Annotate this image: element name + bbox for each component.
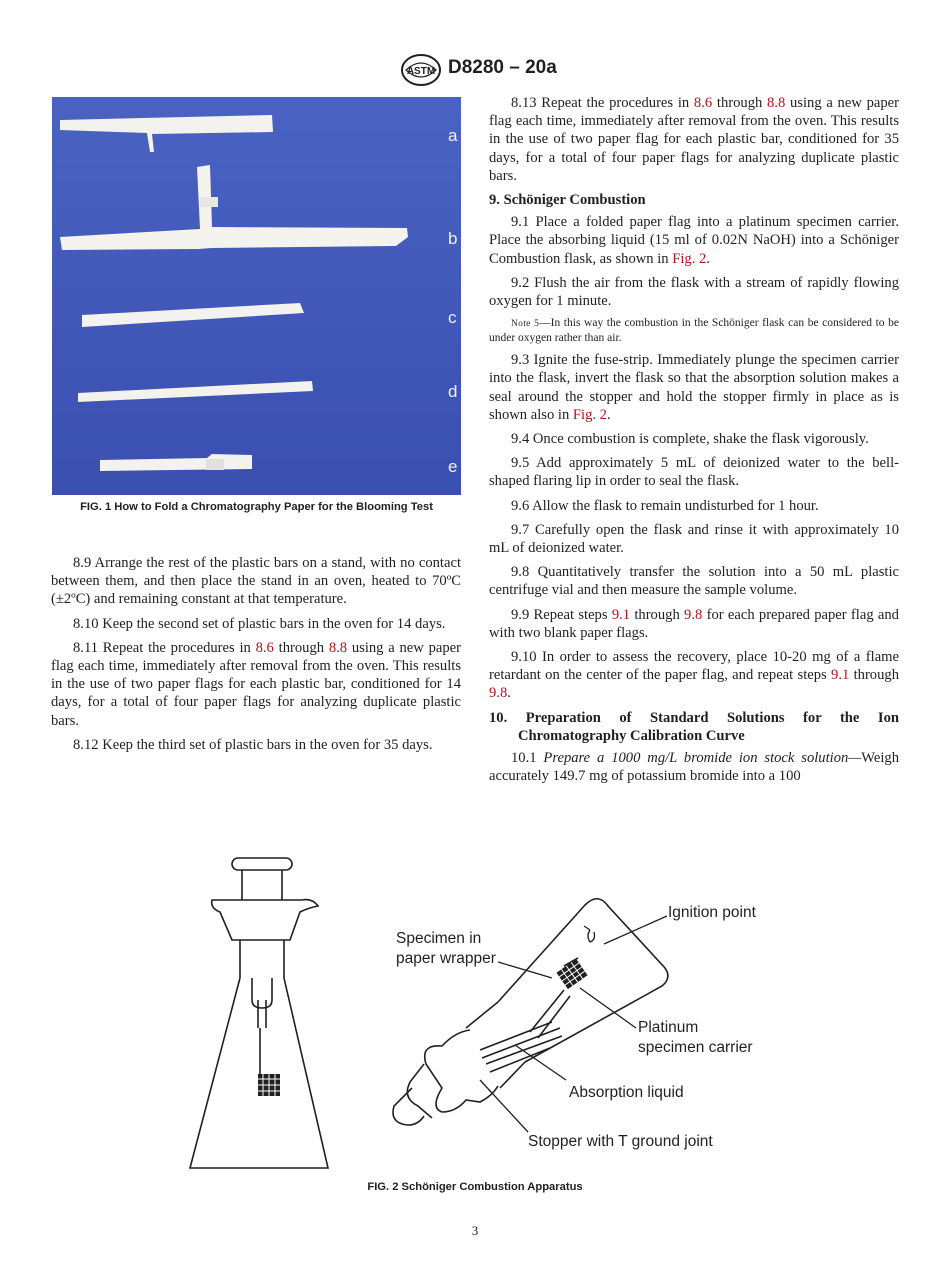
label-e: e bbox=[448, 457, 458, 476]
para-10-1: 10.1 Prepare a 1000 mg/L bromide ion stock solution—Weigh accurately 149.7 mg of potassium bromide into a 100 bbox=[489, 750, 900, 785]
section-9-heading: 9. Schöniger Combustion bbox=[489, 192, 646, 209]
label-b: b bbox=[448, 229, 458, 248]
label-platinum-line2: specimen carrier bbox=[638, 1039, 753, 1056]
para-8-12: 8.12 Keep the third set of plastic bars in the oven for 35 days. bbox=[73, 736, 433, 753]
astm-logo bbox=[400, 54, 442, 86]
para-9-10: 9.10 In order to assess the recovery, place 10-20 mg of a flame retardant on the center of the paper flag, and repeat steps 9.1 through 9.8. bbox=[489, 649, 899, 702]
para-9-2: 9.2 Flush the air from the flask with a stream of rapidly flowing oxygen for 1 minute. bbox=[489, 274, 899, 310]
document-id: D8280 – 20a bbox=[448, 57, 557, 78]
para-8-9: 8.9 Arrange the rest of the plastic bars on a stand, with no contact between them, and then place the stand in an oven, heated to 70ºC (±2ºC) and remaining constant at that temperature. bbox=[51, 555, 461, 608]
xref-fig-2[interactable]: Fig. 2 bbox=[672, 250, 707, 267]
para-9-6: 9.6 Allow the flask to remain undisturbed for 1 hour. bbox=[511, 497, 819, 514]
specimen-mesh-left bbox=[258, 1074, 280, 1096]
para-9-3: 9.3 Ignite the fuse-strip. Immediately plunge the specimen carrier into the flask, invert the flask so that the absorption solution makes a seal around the stopper and hold the stopper firmly in place as is shown also in Fig. 2. bbox=[489, 352, 899, 423]
para-8-13: 8.13 Repeat the procedures in 8.6 through 8.8 using a new paper flag each time, immediately after removal from the oven. This results in the use of two paper flag for each plastic bar, conditioned for 35 days, for a total of four paper flags for analyzing duplicate plastic bars. bbox=[489, 95, 900, 184]
note-5: Note 5—In this way the combustion in the Schöniger flask can be considered to be under oxygen rather than air. bbox=[489, 317, 899, 345]
xref-8-6[interactable]: 8.6 bbox=[255, 639, 274, 656]
left-column bbox=[51, 554, 461, 760]
page-number: 3 bbox=[471, 1223, 479, 1238]
para-9-1: 9.1 Place a folded paper flag into a platinum specimen carrier. Place the absorbing liquid (15 ml of 0.02N NaOH) into a Schöniger Combustion flask, as shown in Fig. 2. bbox=[489, 214, 899, 267]
section-10-heading: 10. Preparation of Standard Solutions for the Ion Chromatography Calibration Curve bbox=[489, 709, 899, 744]
fig2-diagram bbox=[180, 850, 780, 1175]
xref-8-6[interactable]: 8.6 bbox=[693, 95, 713, 111]
label-platinum-line1: Platinum bbox=[638, 1019, 699, 1036]
xref-9-1[interactable]: 9.1 bbox=[831, 667, 850, 684]
label-absorption-liquid: Absorption liquid bbox=[569, 1084, 684, 1101]
para-9-9: 9.9 Repeat steps 9.1 through 9.8 for each prepared paper flag and with two blank paper flags. bbox=[489, 606, 899, 641]
label-a: a bbox=[448, 126, 458, 145]
para-9-7: 9.7 Carefully open the flask and rinse it with approximately 10 mL of deionized water. bbox=[489, 521, 899, 557]
para-9-8: 9.8 Quantitatively transfer the solution into a 50 mL plastic centrifuge vial and then measure the sample volume. bbox=[489, 564, 899, 599]
xref-8-8[interactable]: 8.8 bbox=[767, 95, 786, 111]
fig2-caption: FIG. 2 Schöniger Combustion Apparatus bbox=[367, 1181, 583, 1193]
fig1-photo bbox=[52, 97, 461, 495]
xref-8-8[interactable]: 8.8 bbox=[328, 639, 348, 656]
para-8-11: 8.11 Repeat the procedures in 8.6 through 8.8 using a new paper flag each time, immediately after removal from the oven. This results in the use of two paper flags for each plastic bar, conditioned for 14 days, for a total of four paper flags for analyzing duplicate plastic bars. bbox=[51, 639, 461, 729]
fig1-caption: FIG. 1 How to Fold a Chromatography Paper for the Blooming Test bbox=[80, 501, 433, 513]
label-stopper: Stopper with T ground joint bbox=[528, 1133, 713, 1150]
xref-9-8[interactable]: 9.8 bbox=[684, 606, 703, 623]
para-9-4: 9.4 Once combustion is complete, shake the flask vigorously. bbox=[511, 431, 869, 448]
page-header bbox=[0, 54, 950, 86]
label-specimen-line2: paper wrapper bbox=[396, 950, 496, 967]
label-c: c bbox=[448, 308, 457, 327]
xref-9-8[interactable]: 9.8 bbox=[489, 685, 508, 702]
xref-9-1[interactable]: 9.1 bbox=[611, 606, 631, 623]
specimen-mesh-right bbox=[556, 959, 587, 989]
right-column bbox=[489, 94, 899, 792]
label-d: d bbox=[448, 382, 458, 401]
para-9-5: 9.5 Add approximately 5 mL of deionized water to the bell-shaped flaring lip in order to seal the flask. bbox=[489, 455, 899, 490]
para-8-10: 8.10 Keep the second set of plastic bars in the oven for 14 days. bbox=[73, 615, 446, 632]
label-specimen-line1: Specimen in bbox=[396, 930, 482, 947]
label-ignition-point: Ignition point bbox=[668, 904, 756, 921]
xref-fig-2[interactable]: Fig. 2 bbox=[572, 406, 607, 423]
logo-text: ASTM bbox=[406, 66, 436, 77]
